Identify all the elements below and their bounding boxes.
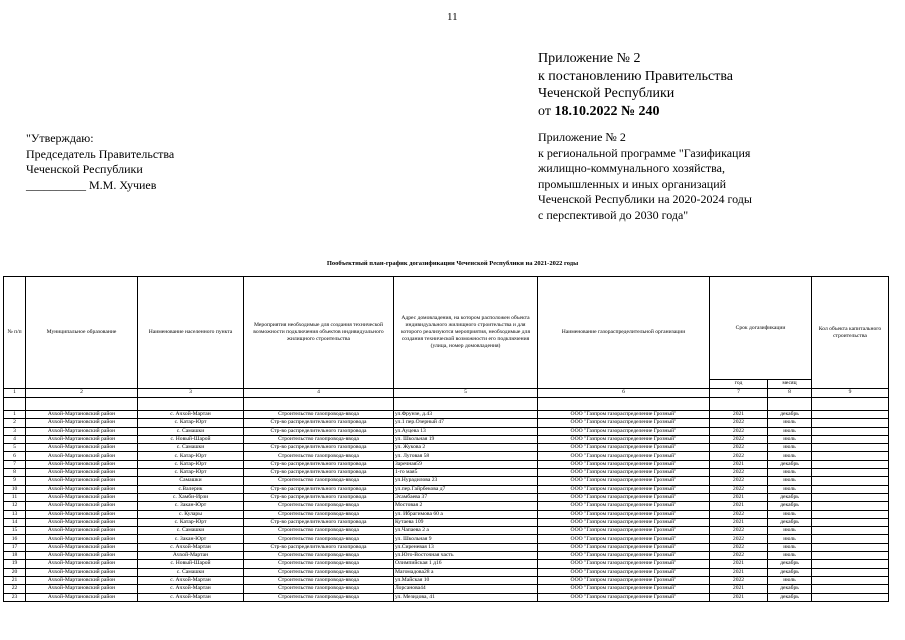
column-number: 5 [394, 389, 538, 398]
count-cell [812, 444, 889, 452]
count-cell [812, 460, 889, 468]
measures-cell: Строительство газопровода-ввода [244, 452, 394, 460]
table-row [4, 593, 889, 601]
organization-cell: ООО "Газпром газораспределение Грозный" [538, 493, 710, 501]
count-cell [812, 527, 889, 535]
settlement-cell: с. Новый-Шарой [138, 435, 244, 443]
municipality-cell: Ачхой-Мартановский район [26, 593, 138, 601]
organization-cell: ООО "Газпром газораспределение Грозный" [538, 477, 710, 485]
count-cell [812, 435, 889, 443]
address-cell: Заречная59 [394, 460, 538, 468]
count-cell [812, 510, 889, 518]
program-line: к региональной программе "Газификация [538, 145, 751, 160]
measures-cell: Стр-во распределительного газопровода [244, 543, 394, 551]
count-cell [812, 493, 889, 501]
address-cell: ул. Школьная 9 [394, 535, 538, 543]
measures-cell: Строительство газопровода-ввода [244, 593, 394, 601]
measures-cell: Стр-во распределительного газопровода [244, 518, 394, 526]
year-cell: 2021 [710, 568, 768, 576]
month-cell: декабрь [768, 568, 812, 576]
count-cell [812, 518, 889, 526]
header-num: № п/п [4, 277, 26, 389]
count-cell [812, 543, 889, 551]
table-row [4, 585, 889, 593]
measures-cell: Строительство газопровода-ввода [244, 411, 394, 419]
table-row [4, 518, 889, 526]
year-cell: 2022 [710, 477, 768, 485]
settlement-cell: Ачхой-Мартан [138, 552, 244, 560]
settlement-cell: с. Катар-Юрт [138, 460, 244, 468]
row-number: 14 [4, 518, 26, 526]
table-row [4, 527, 889, 535]
settlement-cell: с. Ачхой-Мартан [138, 576, 244, 584]
organization-cell: ООО "Газпром газораспределение Грозный" [538, 485, 710, 493]
column-number: 2 [26, 389, 138, 398]
table-row [4, 502, 889, 510]
organization-cell: ООО "Газпром газораспределение Грозный" [538, 543, 710, 551]
count-cell [812, 585, 889, 593]
settlement-cell: с. Кулары [138, 510, 244, 518]
organization-cell: ООО "Газпром газораспределение Грозный" [538, 460, 710, 468]
year-cell: 2021 [710, 518, 768, 526]
column-number: 3 [138, 389, 244, 398]
municipality-cell: Ачхой-Мартановский район [26, 585, 138, 593]
year-cell: 2022 [710, 543, 768, 551]
municipality-cell: Ачхой-Мартановский район [26, 444, 138, 452]
header-measures: Мероприятия необходимые для создания технической возможности подключения объектов индивидуального жилищного строительства [244, 277, 394, 389]
address-cell: ул. Ибрагимова 60 а [394, 510, 538, 518]
address-cell: ул.Ауцева 13 [394, 427, 538, 435]
municipality-cell: Ачхой-Мартановский район [26, 419, 138, 427]
address-cell: ул. Луговая 58 [394, 452, 538, 460]
municipality-cell: Ачхой-Мартановский район [26, 502, 138, 510]
year-cell: 2022 [710, 427, 768, 435]
year-cell: 2021 [710, 593, 768, 601]
measures-cell: Строительство газопровода-ввода [244, 568, 394, 576]
organization-cell: ООО "Газпром газораспределение Грозный" [538, 552, 710, 560]
program-line: жилищно-коммунального хозяйства, [538, 161, 725, 175]
month-cell: декабрь [768, 460, 812, 468]
measures-cell: Строительство газопровода-ввода [244, 576, 394, 584]
row-number: 20 [4, 568, 26, 576]
month-cell: декабрь [768, 502, 812, 510]
table-row [4, 427, 889, 435]
organization-cell: ООО "Газпром газораспределение Грозный" [538, 444, 710, 452]
row-number: 12 [4, 502, 26, 510]
count-cell [812, 576, 889, 584]
row-number: 1 [4, 411, 26, 419]
year-cell: 2022 [710, 485, 768, 493]
appendix-line: к постановлению Правительства [538, 68, 734, 84]
address-cell: ул. Жукова 2 [394, 444, 538, 452]
table-row [4, 510, 889, 518]
settlement-cell: с.Валерик [138, 485, 244, 493]
address-cell: ул. Мезидова, 41 [394, 593, 538, 601]
month-cell: июль [768, 527, 812, 535]
count-cell [812, 452, 889, 460]
gasification-schedule-table [3, 276, 889, 602]
municipality-cell: Ачхой-Мартановский район [26, 460, 138, 468]
table-row [4, 535, 889, 543]
settlement-cell: с. Катар-Юрт [138, 452, 244, 460]
table-row [4, 444, 889, 452]
month-cell: июль [768, 477, 812, 485]
year-cell: 2022 [710, 576, 768, 584]
row-number: 18 [4, 552, 26, 560]
approval-line: Чеченской Республики [26, 162, 143, 176]
row-number: 4 [4, 435, 26, 443]
month-cell: июль [768, 510, 812, 518]
appendix-date-line [538, 103, 733, 121]
address-cell: ул. Школьная 19 [394, 435, 538, 443]
row-number: 13 [4, 510, 26, 518]
count-cell [812, 477, 889, 485]
measures-cell: Строительство газопровода-ввода [244, 502, 394, 510]
organization-cell: ООО "Газпром газораспределение Грозный" [538, 527, 710, 535]
measures-cell: Строительство газопровода-ввода [244, 435, 394, 443]
year-cell: 2022 [710, 535, 768, 543]
program-line: с перспективой до 2030 года" [538, 207, 689, 222]
row-number: 3 [4, 427, 26, 435]
month-cell: июль [768, 419, 812, 427]
address-cell: ул.пер.Гайрбекова д7 [394, 485, 538, 493]
appendix-line: Чеченской Республики [538, 86, 675, 101]
count-cell [812, 469, 889, 477]
month-cell: июль [768, 552, 812, 560]
year-cell: 2022 [710, 452, 768, 460]
table-row [4, 411, 889, 419]
month-cell: декабрь [768, 560, 812, 568]
year-cell: 2021 [710, 585, 768, 593]
organization-cell: ООО "Газпром газораспределение Грозный" [538, 435, 710, 443]
appendix-date-prefix: от [538, 103, 555, 119]
month-cell: июль [768, 485, 812, 493]
organization-cell: ООО "Газпром газораспределение Грозный" [538, 502, 710, 510]
municipality-cell: Ачхой-Мартановский район [26, 411, 138, 419]
month-cell: июль [768, 452, 812, 460]
measures-cell: Строительство газопровода-ввода [244, 477, 394, 485]
approval-line: "Утверждаю: [26, 131, 94, 145]
month-cell: июль [768, 535, 812, 543]
row-number: 22 [4, 585, 26, 593]
municipality-cell: Ачхой-Мартановский район [26, 510, 138, 518]
organization-cell: ООО "Газпром газораспределение Грозный" [538, 535, 710, 543]
municipality-cell: Ачхой-Мартановский район [26, 452, 138, 460]
address-cell: ул.Нурадилова 23 [394, 477, 538, 485]
table-row [4, 576, 889, 584]
municipality-cell: Ачхой-Мартановский район [26, 435, 138, 443]
count-cell [812, 552, 889, 560]
column-number: 6 [538, 389, 710, 398]
settlement-cell: с. Катар-Юрт [138, 518, 244, 526]
count-cell [812, 485, 889, 493]
month-cell: июль [768, 444, 812, 452]
table-row [4, 435, 889, 443]
organization-cell: ООО "Газпром газораспределение Грозный" [538, 452, 710, 460]
approval-block [26, 131, 174, 193]
organization-cell: ООО "Газпром газораспределение Грозный" [538, 576, 710, 584]
count-cell [812, 502, 889, 510]
organization-cell: ООО "Газпром газораспределение Грозный" [538, 593, 710, 601]
table-row [4, 469, 889, 477]
measures-cell: Строительство газопровода-ввода [244, 585, 394, 593]
table-row [4, 477, 889, 485]
organization-cell: ООО "Газпром газораспределение Грозный" [538, 568, 710, 576]
month-cell: июль [768, 469, 812, 477]
settlement-cell: с. Ачхой-Мартан [138, 411, 244, 419]
municipality-cell: Ачхой-Мартановский район [26, 560, 138, 568]
appendix-date: 18.10.2022 № 240 [554, 103, 660, 119]
address-cell: Эсамбаева 37 [394, 493, 538, 501]
year-cell: 2022 [710, 435, 768, 443]
measures-cell: Строительство газопровода-ввода [244, 552, 394, 560]
address-cell: Лорсанова44 [394, 585, 538, 593]
settlement-cell: с. Катар-Юрт [138, 469, 244, 477]
month-cell: декабрь [768, 493, 812, 501]
measures-cell: Строительство газопровода-ввода [244, 527, 394, 535]
count-cell [812, 535, 889, 543]
municipality-cell: Ачхой-Мартановский район [26, 568, 138, 576]
resolution-appendix-block [538, 50, 733, 120]
organization-cell: ООО "Газпром газораспределение Грозный" [538, 560, 710, 568]
appendix-line: Приложение № 2 [538, 51, 641, 66]
settlement-cell: с. Хамби-Ирзи [138, 493, 244, 501]
month-cell: июль [768, 543, 812, 551]
month-cell: июль [768, 427, 812, 435]
row-number: 15 [4, 527, 26, 535]
year-cell: 2022 [710, 444, 768, 452]
month-cell: декабрь [768, 411, 812, 419]
municipality-cell: Ачхой-Мартановский район [26, 552, 138, 560]
page-number: 11 [447, 11, 458, 23]
organization-cell: ООО "Газпром газораспределение Грозный" [538, 411, 710, 419]
row-number: 17 [4, 543, 26, 551]
measures-cell: Стр-во распределительного газопровода [244, 469, 394, 477]
year-cell: 2022 [710, 419, 768, 427]
empty-row [4, 398, 889, 411]
column-number: 4 [244, 389, 394, 398]
header-municipality: Муниципальное образование [26, 277, 138, 389]
table-row [4, 460, 889, 468]
organization-cell: ООО "Газпром газораспределение Грозный" [538, 518, 710, 526]
year-cell: 2022 [710, 469, 768, 477]
program-line: промышленных и иных организаций [538, 176, 727, 191]
municipality-cell: Ачхой-Мартановский район [26, 427, 138, 435]
municipality-cell: Ачхой-Мартановский район [26, 485, 138, 493]
row-number: 6 [4, 452, 26, 460]
year-cell: 2021 [710, 502, 768, 510]
address-cell: ул.Чапаева 2 а [394, 527, 538, 535]
measures-cell: Стр-во распределительного газопровода [244, 427, 394, 435]
settlement-cell: с. Ачхой-Мартан [138, 585, 244, 593]
header-settlement: Наименование населенного пункта [138, 277, 244, 389]
table-row [4, 552, 889, 560]
measures-cell: Строительство газопровода-ввода [244, 510, 394, 518]
table-row [4, 568, 889, 576]
program-appendix-block [538, 130, 752, 223]
year-cell: 2021 [710, 560, 768, 568]
approval-line: Председатель Правительства [26, 146, 175, 161]
address-cell: ул.Юго-Восточная часть [394, 552, 538, 560]
count-cell [812, 411, 889, 419]
row-number: 16 [4, 535, 26, 543]
count-cell [812, 427, 889, 435]
measures-cell: Стр-во распределительного газопровода [244, 485, 394, 493]
municipality-cell: Ачхой-Мартановский район [26, 576, 138, 584]
municipality-cell: Ачхой-Мартановский район [26, 469, 138, 477]
measures-cell: Стр-во распределительного газопровода [244, 444, 394, 452]
header-organization: Наименование газораспределительной организации [538, 277, 710, 389]
year-cell: 2022 [710, 552, 768, 560]
row-number: 21 [4, 576, 26, 584]
organization-cell: ООО "Газпром газораспределение Грозный" [538, 427, 710, 435]
municipality-cell: Ачхой-Мартановский район [26, 518, 138, 526]
municipality-cell: Ачхой-Мартановский район [26, 527, 138, 535]
row-number: 5 [4, 444, 26, 452]
settlement-cell: с. Самашки [138, 427, 244, 435]
table-row [4, 543, 889, 551]
table-title: Пообъектный план-график догазификации Чеченской Республики на 2021-2022 годы [326, 260, 579, 267]
column-numbers-row [4, 389, 889, 398]
row-number: 19 [4, 560, 26, 568]
row-number: 8 [4, 469, 26, 477]
settlement-cell: с. Самашки [138, 568, 244, 576]
row-number: 11 [4, 493, 26, 501]
year-cell: 2021 [710, 460, 768, 468]
month-cell: декабрь [768, 585, 812, 593]
year-cell: 2022 [710, 510, 768, 518]
address-cell: Олимпийская 1 д16 [394, 560, 538, 568]
address-cell: ул.Майская 10 [394, 576, 538, 584]
settlement-cell: с. Новый-Шарой [138, 560, 244, 568]
table-row [4, 419, 889, 427]
year-cell: 2022 [710, 527, 768, 535]
row-number: 2 [4, 419, 26, 427]
count-cell [812, 593, 889, 601]
address-cell: ул.Фрунзе, д.43 [394, 411, 538, 419]
municipality-cell: Ачхой-Мартановский район [26, 493, 138, 501]
row-number: 9 [4, 477, 26, 485]
address-cell: ул.Сиреневая 13 [394, 543, 538, 551]
measures-cell: Стр-во распределительного газопровода [244, 460, 394, 468]
column-number: 9 [812, 389, 889, 398]
settlement-cell: Самашки [138, 477, 244, 485]
municipality-cell: Ачхой-Мартановский район [26, 535, 138, 543]
program-line: Приложение № 2 [538, 130, 626, 144]
settlement-cell: с. Катар-Юрт [138, 419, 244, 427]
header-count: Кол объекта капитального строительства [812, 277, 889, 389]
row-number: 23 [4, 593, 26, 601]
header-deadline: Срок догазификации [710, 277, 812, 380]
address-cell: Магомадова28 а [394, 568, 538, 576]
municipality-cell: Ачхой-Мартановский район [26, 543, 138, 551]
municipality-cell: Ачхой-Мартановский район [26, 477, 138, 485]
column-number: 8 [768, 389, 812, 398]
column-number: 1 [4, 389, 26, 398]
settlement-cell: с. Закан-Юрт [138, 502, 244, 510]
table-row [4, 560, 889, 568]
header-month: месяц [768, 380, 812, 389]
address-cell: Мостовая 2 [394, 502, 538, 510]
measures-cell: Стр-во распределительного газопровода [244, 493, 394, 501]
header-address: Адрес домовладения, на котором расположен объекта индивидуального жилищного строительства и для которого реализуются мероприятия, необходимые для создания технической возможности его подключения (улица, номер домовладения) [394, 277, 538, 389]
month-cell: июль [768, 435, 812, 443]
row-number: 7 [4, 460, 26, 468]
organization-cell: ООО "Газпром газораспределение Грозный" [538, 585, 710, 593]
table-row [4, 493, 889, 501]
address-cell: Кутаева 109 [394, 518, 538, 526]
count-cell [812, 419, 889, 427]
measures-cell: Стр-во распределительного газопровода [244, 419, 394, 427]
settlement-cell: с. Самашки [138, 444, 244, 452]
table-header-row [4, 277, 889, 380]
program-line: Чеченской Республики на 2020-2024 годы [538, 192, 752, 206]
table-row [4, 452, 889, 460]
month-cell: декабрь [768, 518, 812, 526]
month-cell: июль [768, 576, 812, 584]
header-year: год [710, 380, 768, 389]
measures-cell: Строительство газопровода-ввода [244, 535, 394, 543]
year-cell: 2021 [710, 493, 768, 501]
count-cell [812, 568, 889, 576]
year-cell: 2021 [710, 411, 768, 419]
organization-cell: ООО "Газпром газораспределение Грозный" [538, 469, 710, 477]
approval-signature-line: __________ М.М. Хучиев [26, 177, 157, 192]
row-number: 10 [4, 485, 26, 493]
address-cell: 1-го мая5 [394, 469, 538, 477]
settlement-cell: с. Закан-Юрт [138, 535, 244, 543]
settlement-cell: с. Ачхой-Мартан [138, 543, 244, 551]
organization-cell: ООО "Газпром газораспределение Грозный" [538, 419, 710, 427]
settlement-cell: с. Ачхой-Мартан [138, 593, 244, 601]
table-row [4, 485, 889, 493]
column-number: 7 [710, 389, 768, 398]
settlement-cell: с. Самашки [138, 527, 244, 535]
count-cell [812, 560, 889, 568]
address-cell: ул.1 пер.Озерный 47 [394, 419, 538, 427]
month-cell: декабрь [768, 593, 812, 601]
measures-cell: Строительство газопровода-ввода [244, 560, 394, 568]
organization-cell: ООО "Газпром газораспределение Грозный" [538, 510, 710, 518]
